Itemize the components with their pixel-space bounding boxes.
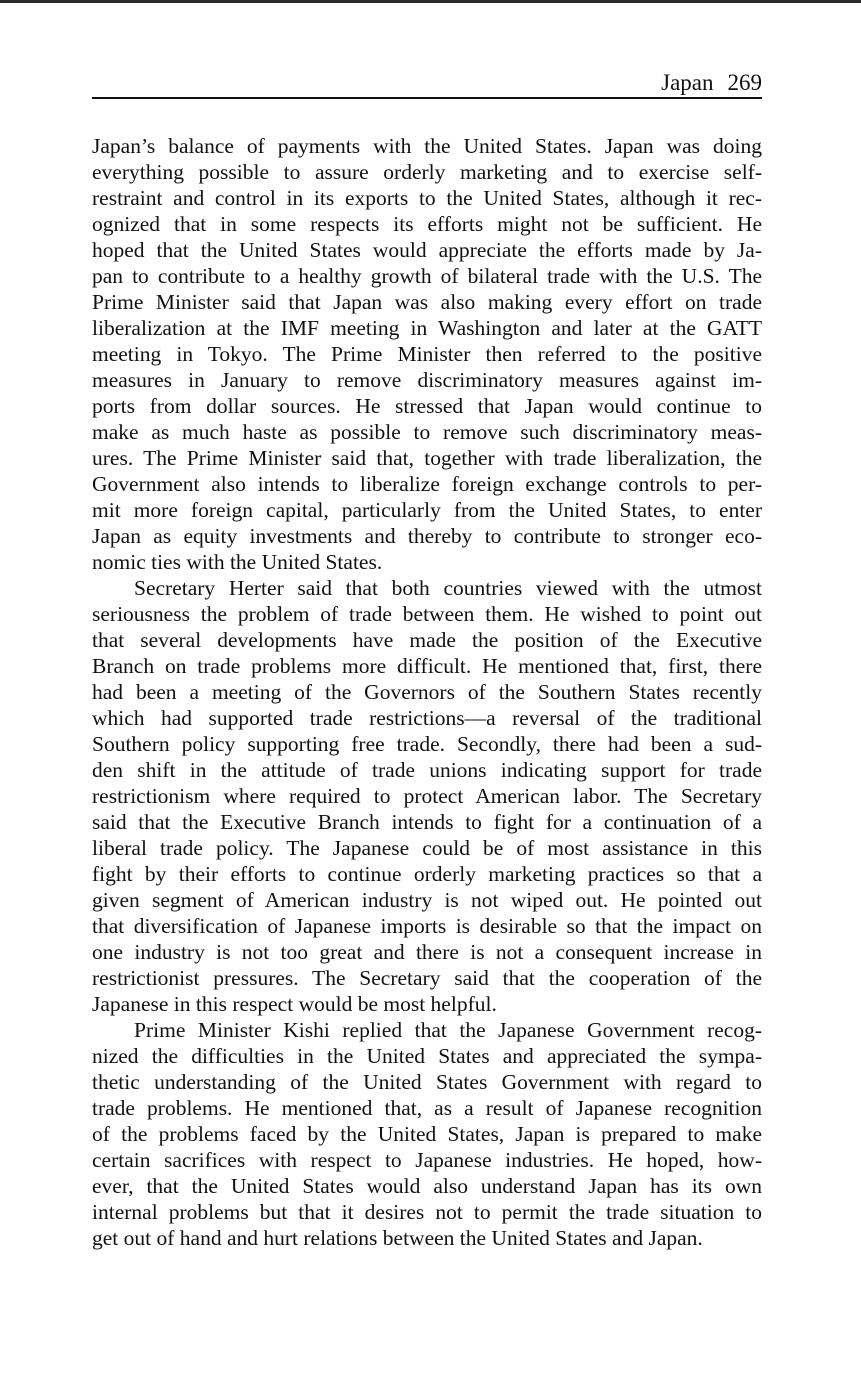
body-text [92,133,762,1251]
text-line: ever, that the United States would also understand Japan has its own [92,1174,762,1198]
text-line: restrictionist pressures. The Secretary said that the cooperation of the [92,966,762,990]
running-header [92,70,762,96]
text-line: mit more foreign capital, particularly from the United States, to enter [92,498,762,522]
text-line: get out of hand and hurt relations between the United States and Japan. [92,1226,703,1250]
page-top-edge [0,0,861,3]
page-number: 269 [727,70,762,95]
text-line: nomic ties with the United States. [92,550,383,574]
text-line: Branch on trade problems more difficult. He mentioned that, first, there [92,654,762,678]
text-line: internal problems but that it desires not to permit the trade situation to [92,1200,762,1224]
text-line: thetic understanding of the United States Government with regard to [92,1070,762,1094]
text-line: said that the Executive Branch intends to fight for a continuation of a [92,810,762,834]
text-line: Prime Minister said that Japan was also making every effort on trade [92,290,762,314]
text-line: liberalization at the IMF meeting in Washington and later at the GATT [92,316,762,340]
text-line: make as much haste as possible to remove such discriminatory meas- [92,420,762,444]
text-line: of the problems faced by the United States, Japan is prepared to make [92,1122,762,1146]
text-line: ures. The Prime Minister said that, together with trade liberalization, the [92,446,762,470]
text-line: den shift in the attitude of trade unions indicating support for trade [92,758,762,782]
paragraph-3 [92,1017,762,1251]
text-line: that several developments have made the position of the Executive [92,628,762,652]
paragraph-1 [92,133,762,575]
text-line: Southern policy supporting free trade. Secondly, there had been a sud- [92,732,762,756]
text-line: that diversification of Japanese imports is desirable so that the impact on [92,914,762,938]
text-line: Japanese in this respect would be most helpful. [92,992,497,1016]
header-rule [92,97,762,99]
running-title: Japan [661,70,714,95]
text-line: restraint and control in its exports to the United States, although it rec- [92,186,762,210]
text-line: restrictionism where required to protect American labor. The Secretary [92,784,762,808]
text-line: seriousness the problem of trade between them. He wished to point out [92,602,762,626]
text-line: liberal trade policy. The Japanese could be of most assistance in this [92,836,762,860]
text-line: Government also intends to liberalize foreign exchange controls to per- [92,472,762,496]
text-line: Japan’s balance of payments with the United States. Japan was doing [92,134,762,158]
text-line: which had supported trade restrictions—a reversal of the traditional [92,706,762,730]
text-line: trade problems. He mentioned that, as a result of Japanese recognition [92,1096,762,1120]
text-line: nized the difficulties in the United States and appreciated the sympa- [92,1044,762,1068]
text-line: measures in January to remove discriminatory measures against im- [92,368,762,392]
text-line: had been a meeting of the Governors of the Southern States recently [92,680,762,704]
text-line: ognized that in some respects its efforts might not be sufficient. He [92,212,762,236]
text-line: ports from dollar sources. He stressed that Japan would continue to [92,394,762,418]
text-line: hoped that the United States would appreciate the efforts made by Ja- [92,238,762,262]
text-line: one industry is not too great and there is not a consequent increase in [92,940,762,964]
text-line: Prime Minister Kishi replied that the Japanese Government recog- [134,1018,762,1042]
text-line: meeting in Tokyo. The Prime Minister then referred to the positive [92,342,762,366]
text-line: certain sacrifices with respect to Japanese industries. He hoped, how- [92,1148,762,1172]
text-line: Japan as equity investments and thereby to contribute to stronger eco- [92,524,762,548]
text-line: fight by their efforts to continue orderly marketing practices so that a [92,862,762,886]
paragraph-2 [92,575,762,1017]
text-line: given segment of American industry is not wiped out. He pointed out [92,888,762,912]
text-line: pan to contribute to a healthy growth of bilateral trade with the U.S. The [92,264,762,288]
text-line: Secretary Herter said that both countries viewed with the utmost [134,576,762,600]
text-line: everything possible to assure orderly marketing and to exercise self- [92,160,762,184]
